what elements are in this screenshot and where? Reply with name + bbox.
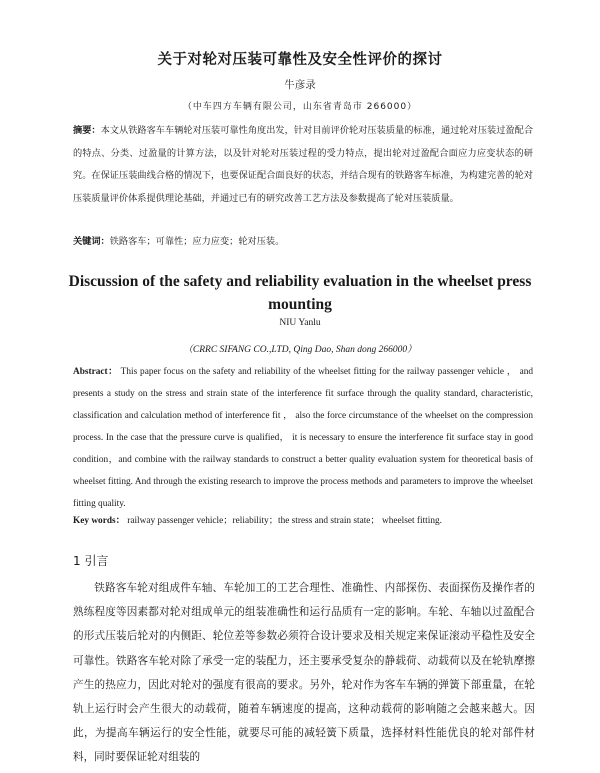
- chinese-abstract-text: 本文从铁路客车车辆轮对压装可靠性角度出发，针对目前评价轮对压装质量的标准，通过轮对压装过盈配合的特点、分类、过盈量的计算方法，以及针对轮对压装过程的受力特点，提出轮对过盈配合面应力应变状态的研究。在保证压装曲线合格的情况下，也要保证配合面良好的状态，并结合现有的铁路客车标准，为构建完善的轮对压装质量评价体系提供理论基础，并通过已有的研究改善工艺方法及参数提高了轮对压装质量。: [73, 125, 534, 204]
- chinese-keywords: [73, 234, 533, 250]
- chinese-affiliation: （中车四方车辆有限公司，山东省青岛市 266000）: [182, 102, 418, 112]
- chinese-author: 牛彦录: [284, 79, 316, 91]
- english-abstract-text: This paper focus on the safety and reliability of the wheelset fitting for the railway passenger vehicle ， and presents a study on the stress and strain state of the interference fit surface through the quality standard, characteristic, classification and calculation method of interference fit ， also the force circumstance of the wheelset on the compression process. In the case that the pressure curve is qualified， it is necessary to ensure the interference fit surface stay in good condition，and combine with the railway standards to construct a better quality evaluation system for theoretical basis of wheelset fitting. And through the existing research to improve the process methods and parameters to improve the wheelset fitting quality.: [73, 367, 534, 509]
- chinese-keywords-label: 关键词：: [73, 236, 110, 247]
- chinese-title: 关于对轮对压装可靠性及安全性评价的探讨: [157, 52, 443, 68]
- english-keywords-label: Key words：: [73, 516, 125, 526]
- english-affiliation: （CRRC SIFANG CO.,LTD, Qing Dao, Shan dong 266000）: [183, 345, 417, 355]
- english-keywords: [73, 513, 533, 529]
- english-title: Discussion of the safety and reliability evaluation in the wheelset press mounting: [68, 273, 532, 313]
- introduction-paragraph: 铁路客车轮对组成件车轴、车轮加工的工艺合理性、准确性、内部探伤、表面探伤及操作者的熟练程度等因素都对轮对组成单元的组装准确性和运行品质有一定的影响。车轮、车轴以过盈配合的形式压装后轮对的内侧距、轮位差等参数必须符合设计要求及相关规定来保证滚动平稳性及安全可靠性。铁路客车轮对除了承受一定的装配力，还主要承受复杂的静载荷、动载荷以及在轮轨摩擦产生的热应力，因此对轮对的强度有很高的要求。另外，轮对作为客车车辆的弹簧下部重量，在轮轨上运行时会产生很大的动载荷，随着车辆速度的提高，这种动载荷的影响随之会越来越大。因此，为提高车辆运行的安全性能，就要尽可能的减轻簧下质量，选择材料性能优良的轮对部件材料，同时要保证轮对组装的: [73, 582, 535, 764]
- english-keywords-text: railway passenger vehicle；reliability；the stress and strain state； wheelset fitting.: [127, 516, 442, 526]
- section-heading-introduction: 1 引言: [73, 554, 109, 568]
- english-abstract-label: Abstract：: [73, 367, 118, 377]
- english-author: NIU Yanlu: [279, 318, 321, 328]
- english-abstract: [73, 361, 533, 515]
- chinese-abstract: [73, 120, 533, 210]
- chinese-keywords-text: 铁路客车；可靠性；应力应变；轮对压装。: [109, 236, 285, 247]
- chinese-abstract-label: 摘要：: [73, 125, 101, 136]
